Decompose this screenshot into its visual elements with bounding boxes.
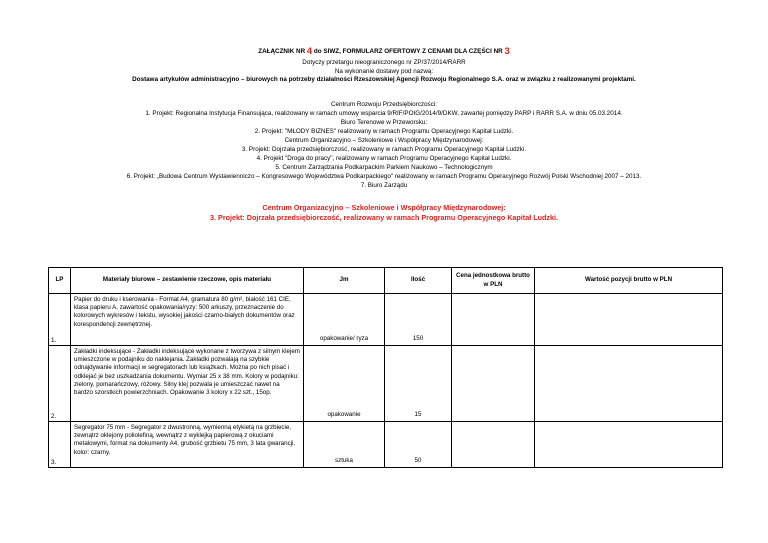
header-unit-price-line1: Cena jednostkowa brutto bbox=[456, 272, 530, 280]
attachment-prefix: ZAŁĄCZNIK NR bbox=[258, 48, 307, 55]
header-quantity: Ilość bbox=[385, 268, 452, 294]
header-total-value: Wartość pozycji brutto w PLN bbox=[535, 268, 723, 294]
tender-reference: Dotyczy przetargu nieograniczonego nr ZP/37/2014/RARR bbox=[302, 59, 466, 66]
row-lp: 3. bbox=[49, 422, 71, 468]
center-line: 1. Projekt: Regionalna Instytucja Finansująca, realizowany w ramach umowy wsparcia 9/RIF/POIG/2014/9/DKW, zawartej pomiędzy PARP i RARR S.A. w dniu 05.03.2014. bbox=[145, 110, 623, 117]
table-row bbox=[49, 422, 723, 468]
row-quantity: 15 bbox=[385, 346, 452, 422]
row-unit-price-cell[interactable] bbox=[452, 294, 535, 346]
header-unit: Jm bbox=[304, 268, 385, 294]
row-lp: 1. bbox=[49, 294, 71, 346]
center-line: 7. Biuro Zarządu bbox=[360, 182, 408, 189]
header-unit-price bbox=[452, 268, 535, 294]
row-quantity: 150 bbox=[385, 294, 452, 346]
row-quantity: 50 bbox=[385, 422, 452, 468]
center-line: 4. Projekt "Droga do pracy", realizowany w ramach Programu Operacyjnego Kapitał Ludzki. bbox=[256, 155, 512, 162]
price-table bbox=[48, 267, 723, 468]
row-description: Papier do druku i kserowania - Format A4, gramatura 80 g/m², białość 161 CIE, klasa papieru A, zawartość opakowania/ryzy: 500 arkuszy, przeznaczenie do kolorowych wykresów i tekstu, wysokiej jakości czarno-białych dokumentów oraz korespondencji zewnętrznej. bbox=[71, 294, 304, 346]
row-unit: opakowanie/ ryza bbox=[304, 294, 385, 346]
header-description: Materiały biurowe – zestawienie rzeczowe, opis materiału bbox=[71, 268, 304, 294]
row-total-value-cell[interactable] bbox=[535, 422, 723, 468]
center-line: Centrum Rozwoju Przedsiębiorczości: bbox=[330, 101, 438, 108]
table-row bbox=[49, 346, 723, 422]
center-line: 5. Centrum Zarządzania Podkarpackim Parkiem Naukowo – Technologicznym bbox=[275, 164, 493, 171]
row-unit: sztuka bbox=[304, 422, 385, 468]
attachment-part: 3 bbox=[504, 46, 510, 57]
delivery-title: Dostawa artykułów administracyjno – biurowych na potrzeby działalności Rzeszowskiej Agencji Rozwoju Regionalnego S.A. oraz w związku z realizowanymi projektami. bbox=[132, 76, 636, 83]
row-total-value-cell[interactable] bbox=[535, 294, 723, 346]
center-line: Biuro Terenowe w Przeworsku: bbox=[340, 119, 428, 126]
row-unit: opakowanie bbox=[304, 346, 385, 422]
attachment-middle: do SIWZ, FORMULARZ OFERTOWY Z CENAMI DLA CZĘŚCI NR bbox=[312, 48, 505, 55]
row-lp: 2. bbox=[49, 346, 71, 422]
delivery-label: Na wykonanie dostawy pod nazwą: bbox=[334, 67, 434, 75]
table-row bbox=[49, 294, 723, 346]
section-center: Centrum Organizacyjno – Szkoleniowe i Współpracy Międzynarodowej: bbox=[262, 203, 506, 212]
attachment-number: 4 bbox=[306, 46, 313, 57]
center-line: Centrum Organizacyjno – Szkoleniowe i Współpracy Międzynarodowej: bbox=[284, 137, 484, 144]
row-unit-price-cell[interactable] bbox=[452, 346, 535, 422]
header-unit-price-line2: w PLN bbox=[483, 280, 503, 288]
attachment-title bbox=[0, 48, 768, 57]
row-description: Segregator 75 mm - Segregator z dwustronną, wymienną etykietą na grzbiecie, zewnątrz oklejony polioleﬁną, wewnątrz z wyklejką papierową z okuciami metalowymi, format na dokumenty A4, grubość grzbietu 75 mm, 3 lata gwarancji, kolor: czarny. bbox=[71, 422, 304, 468]
row-unit-price-cell[interactable] bbox=[452, 422, 535, 468]
center-line: 2. Projekt: "MŁODY BIZNES" realizowany w ramach Programu Operacyjnego Kapitał Ludzki. bbox=[254, 128, 514, 135]
center-line: 6. Projekt: „Budowa Centrum Wystawienniczo – Kongresowego Województwa Podkarpackiego" realizowany w ramach Programu Operacyjnego Rozwój Polski Wschodniej 2007 – 2013. bbox=[126, 173, 642, 180]
header-lp: LP bbox=[49, 268, 71, 294]
table-header-row bbox=[49, 268, 723, 294]
row-description: Zakładki indeksujące - Zakładki indeksujące wykonane z tworzywa z silnym klejem umieszczone w podajniku do naklejania. Zakładki pozwalają na szybkie odnajdywanie informacji w segregatorach lub książkach. Można po nich pisać i odklejać je bez uszkadzania dokumentu. Wymiar 25 x 38 mm. Kolory w podajniku: zielony, pomarańczowy, różowy. Silny klej pozwala je umieszczać nawet na bardzo szorstkich powierzchniach. Opakowanie 3 kolory x 22 szt., 15op. bbox=[71, 346, 304, 422]
row-total-value-cell[interactable] bbox=[535, 346, 723, 422]
section-project: 3. Projekt: Dojrzała przedsiębiorczość, realizowany w ramach Programu Operacyjnego Kapitał Ludzki. bbox=[210, 213, 558, 222]
center-line: 3. Projekt: Dojrzała przedsiębiorczość, realizowany w ramach Programu Operacyjnego Kapitał Ludzki. bbox=[241, 146, 527, 153]
